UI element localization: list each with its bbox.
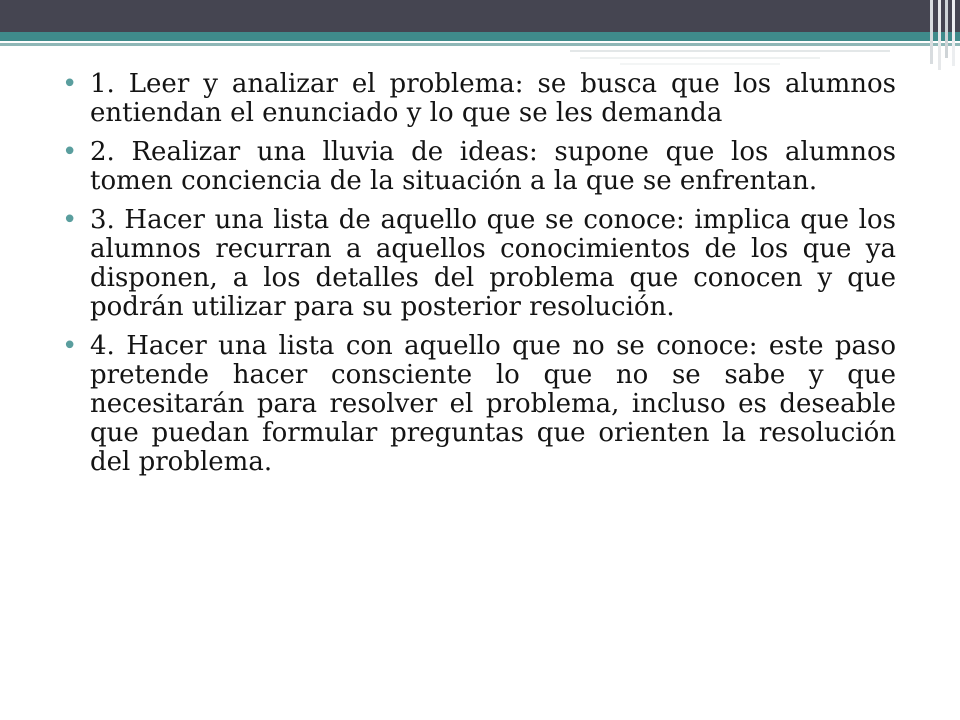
bullet-icon: • (62, 331, 78, 361)
decorative-stripe (938, 0, 941, 70)
decorative-line (580, 57, 820, 59)
bullet-item-4 (58, 332, 896, 477)
decorative-line (620, 63, 780, 65)
decorative-stripe (930, 0, 933, 64)
bullet-item-3 (58, 206, 896, 322)
decorative-stripe (952, 0, 955, 66)
decorative-line (570, 50, 890, 52)
bullet-icon: • (62, 137, 78, 167)
decorative-stripe (945, 0, 948, 58)
bullet-text: 2. Realizar una lluvia de ideas: supone que los alumnos tomen conciencia de la situación a la que se enfrentan. (90, 137, 896, 196)
bullet-icon: • (62, 205, 78, 235)
bullet-item-2 (58, 138, 896, 196)
slide-accent-line (0, 43, 960, 46)
bullet-text: 1. Leer y analizar el problema: se busca que los alumnos entiendan el enunciado y lo que se les demanda (90, 69, 896, 128)
slide-content (58, 70, 896, 487)
slide-header-bar (0, 0, 960, 32)
bullet-icon: • (62, 69, 78, 99)
bullet-text: 4. Hacer una lista con aquello que no se conoce: este paso pretende hacer consciente lo que no se sabe y que necesitarán para resolver el problema, incluso es deseable que puedan formular preguntas que orienten la resolución del problema. (90, 331, 896, 477)
bullet-item-1 (58, 70, 896, 128)
bullet-text: 3. Hacer una lista de aquello que se conoce: implica que los alumnos recurran a aquellos conocimientos de los que ya disponen, a los detalles del problema que conocen y que podrán utilizar para su posterior resolución. (90, 205, 896, 322)
slide-accent-bar (0, 32, 960, 41)
